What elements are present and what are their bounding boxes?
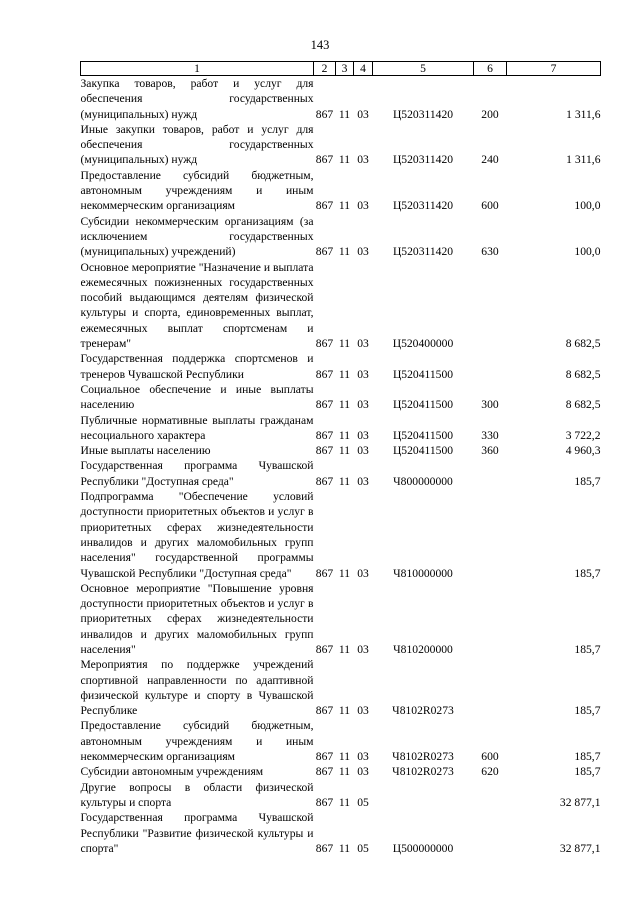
ministry-code: 867 [315, 795, 334, 809]
item-name: Государственная поддержка спортсменов и тренеров Чувашской Республики [80, 352, 314, 381]
subsection-code: 03 [357, 199, 369, 213]
subsection-code: 03 [357, 245, 369, 259]
table-row [81, 581, 601, 657]
target-article-code: Ц520411500 [392, 428, 454, 442]
header-col-3: 3 [336, 62, 354, 76]
subsection-code: 03 [357, 367, 369, 381]
expense-type-code [474, 657, 507, 718]
subsection-code: 03 [357, 398, 369, 412]
table-row [81, 351, 601, 382]
amount: 185,7 [574, 704, 601, 718]
item-name: Иные закупки товаров, работ и услуг для обеспечения государственных (муниципальных) нужд [80, 122, 314, 167]
item-name: Предоставление субсидий бюджетным, автономным учреждениям и иным некоммерческим организациям [80, 168, 314, 213]
expense-type-code [474, 581, 507, 657]
table-row [81, 382, 601, 413]
ministry-code: 867 [315, 444, 334, 458]
amount: 4 960,3 [565, 444, 601, 458]
section-code: 11 [338, 428, 351, 442]
expense-type-code: 600 [481, 199, 499, 213]
amount: 185,7 [574, 474, 601, 488]
section-code: 11 [338, 765, 351, 779]
target-article-code: Ч8102R0273 [392, 704, 454, 718]
ministry-code: 867 [315, 199, 334, 213]
item-name: Социальное обеспечение и иные выплаты населению [80, 382, 314, 412]
target-article-code: Ч810000000 [393, 566, 453, 580]
section-code: 11 [338, 642, 351, 656]
section-code: 11 [338, 704, 351, 718]
subsection-code: 03 [357, 428, 369, 442]
section-code: 11 [338, 444, 351, 458]
section-code: 11 [338, 337, 351, 351]
header-col-1: 1 [81, 62, 314, 76]
target-article-code: Ц520400000 [392, 337, 454, 351]
target-article-code: Ц520311420 [392, 199, 454, 213]
table-row [81, 780, 601, 811]
section-code: 11 [338, 474, 351, 488]
target-article-code: Ч800000000 [393, 474, 453, 488]
ministry-code: 867 [315, 765, 334, 779]
expense-type-code: 600 [481, 750, 499, 764]
section-code: 11 [338, 245, 351, 259]
header-col-4: 4 [354, 62, 373, 76]
header-col-7: 7 [507, 62, 601, 76]
target-article-code: Ц520311420 [392, 153, 454, 167]
target-article-code [373, 780, 474, 811]
target-article-code: Ц520311420 [392, 245, 454, 259]
ministry-code: 867 [315, 367, 334, 381]
table-row [81, 764, 601, 779]
ministry-code: 867 [315, 153, 334, 167]
subsection-code: 03 [357, 444, 369, 458]
amount: 185,7 [574, 765, 601, 779]
expense-type-code: 360 [481, 444, 499, 458]
item-name: Мероприятия по поддержке учреждений спортивной направленности по адаптивной физической культуре и спорту в Чувашской Республике [80, 658, 314, 718]
subsection-code: 05 [357, 841, 369, 855]
item-name: Основное мероприятие "Назначение и выплата ежемесячных пожизненных государственных пособий выдающимся деятелям физической культуры и спорта, единовременных выплат, ежемесячных выплат спортсменам и тренерам" [80, 260, 314, 351]
target-article-code: Ц520411500 [392, 398, 454, 412]
table-row [81, 718, 601, 764]
table-header-row [81, 62, 601, 76]
subsection-code: 03 [357, 153, 369, 167]
ministry-code: 867 [315, 398, 334, 412]
section-code: 11 [338, 153, 351, 167]
amount: 185,7 [574, 750, 601, 764]
item-name: Основное мероприятие "Повышение уровня доступности приоритетных объектов и услуг в приоритетных сферах жизнедеятельности инвалидов и других маломобильных групп населения" [80, 581, 314, 656]
table-row [81, 76, 601, 122]
header-col-5: 5 [373, 62, 474, 76]
section-code: 11 [338, 566, 351, 580]
subsection-code: 03 [357, 750, 369, 764]
amount: 8 682,5 [565, 367, 601, 381]
table-row [81, 413, 601, 444]
ministry-code: 867 [315, 841, 334, 855]
target-article-code: Ц520411500 [392, 367, 454, 381]
item-name: Субсидии некоммерческим организациям (за исключением государственных (муниципальных) учреждений) [80, 214, 314, 259]
subsection-code: 03 [357, 642, 369, 656]
table-row [81, 458, 601, 489]
subsection-code: 03 [357, 704, 369, 718]
subsection-code: 03 [357, 566, 369, 580]
table-row [81, 489, 601, 581]
expense-type-code [474, 780, 507, 811]
section-code: 11 [338, 795, 351, 809]
expense-type-code: 200 [481, 107, 499, 121]
amount: 8 682,5 [565, 398, 601, 412]
target-article-code: Ч8102R0273 [392, 750, 454, 764]
header-col-2: 2 [314, 62, 336, 76]
target-article-code: Ц520311420 [392, 107, 454, 121]
subsection-code: 03 [357, 765, 369, 779]
budget-table [80, 61, 601, 856]
amount: 1 311,6 [566, 153, 601, 167]
target-article-code: Ц520411500 [392, 444, 454, 458]
expense-type-code: 300 [481, 398, 499, 412]
section-code: 11 [338, 750, 351, 764]
ministry-code: 867 [315, 337, 334, 351]
ministry-code: 867 [315, 107, 334, 121]
item-name: Иные выплаты населению [80, 444, 211, 458]
table-row [81, 810, 601, 856]
amount: 32 877,1 [559, 841, 601, 855]
expense-type-code: 630 [481, 245, 499, 259]
ministry-code: 867 [315, 474, 334, 488]
section-code: 11 [338, 398, 351, 412]
expense-type-code [474, 810, 507, 856]
item-name: Другие вопросы в области физической культуры и спорта [80, 780, 314, 809]
expense-type-code: 620 [481, 765, 499, 779]
subsection-code: 03 [357, 337, 369, 351]
ministry-code: 867 [315, 704, 334, 718]
subsection-code: 03 [357, 107, 369, 121]
ministry-code: 867 [315, 428, 334, 442]
item-name: Субсидии автономным учреждениям [80, 765, 264, 779]
header-col-6: 6 [474, 62, 507, 76]
ministry-code: 867 [315, 750, 334, 764]
amount: 8 682,5 [565, 337, 601, 351]
amount: 185,7 [574, 642, 601, 656]
table-row [81, 443, 601, 458]
item-name: Государственная программа Чувашской Республики "Доступная среда" [80, 459, 314, 488]
subsection-code: 05 [357, 795, 369, 809]
target-article-code: Ч8102R0273 [392, 765, 454, 779]
item-name: Подпрограмма "Обеспечение условий доступности приоритетных объектов и услуг в приоритетных сферах жизнедеятельности инвалидов и других маломобильных групп населения" государственной программы Чувашской Республики "Доступная среда" [80, 490, 314, 580]
expense-type-code: 240 [481, 153, 499, 167]
amount: 100,0 [574, 245, 601, 259]
section-code: 11 [338, 367, 351, 381]
item-name: Государственная программа Чувашской Республики "Развитие физической культуры и спорта" [80, 811, 314, 855]
table-row [81, 122, 601, 168]
amount: 32 877,1 [559, 795, 601, 809]
amount: 100,0 [574, 199, 601, 213]
amount: 185,7 [574, 566, 601, 580]
ministry-code: 867 [315, 642, 334, 656]
subsection-code: 03 [357, 474, 369, 488]
ministry-code: 867 [315, 566, 334, 580]
section-code: 11 [338, 199, 351, 213]
expense-type-code: 330 [481, 428, 499, 442]
item-name: Публичные нормативные выплаты гражданам несоциального характера [80, 413, 314, 442]
amount: 1 311,6 [566, 107, 601, 121]
ministry-code: 867 [315, 245, 334, 259]
target-article-code: Ч810200000 [393, 642, 453, 656]
table-row [81, 214, 601, 260]
section-code: 11 [338, 841, 351, 855]
expense-type-code [474, 260, 507, 352]
table-row [81, 260, 601, 352]
expense-type-code [474, 458, 507, 489]
item-name: Закупка товаров, работ и услуг для обеспечения государственных (муниципальных) нужд [80, 77, 314, 121]
expense-type-code [474, 351, 507, 382]
page-number: 143 [310, 38, 330, 52]
amount: 3 722,2 [565, 428, 601, 442]
target-article-code: Ц500000000 [392, 841, 454, 855]
expense-type-code [474, 489, 507, 581]
section-code: 11 [338, 107, 351, 121]
item-name: Предоставление субсидий бюджетным, автономным учреждениям и иным некоммерческим организациям [80, 719, 314, 764]
table-row [81, 657, 601, 718]
table-row [81, 168, 601, 214]
